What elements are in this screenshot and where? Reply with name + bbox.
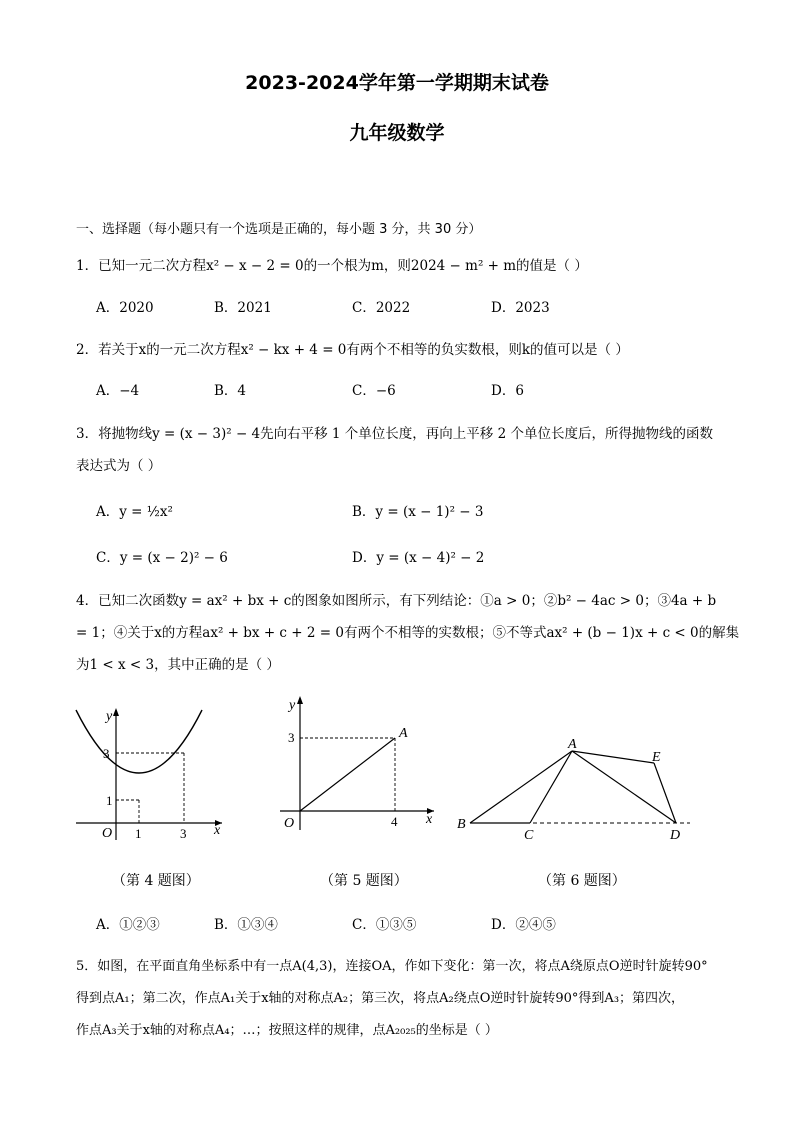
fig6-point-b: B (457, 817, 466, 832)
q2-option-d: D．6 (491, 383, 524, 399)
question-3-stem-line-1: 3．将抛物线y = (x − 3)² − 4先向右平移 1 个单位长度，再向上平移 2 个单位长度后，所得抛物线的函数 (76, 426, 713, 442)
q2-option-c: C．−6 (352, 383, 396, 399)
fig4-origin: O (102, 826, 113, 841)
q1-option-d: D．2023 (491, 300, 550, 316)
q2-option-a: A．−4 (96, 383, 140, 399)
question-5-line-3: 作点A₃关于x轴的对称点A₄；…；按照这样的规律，点A₂₀₂₅的坐标是（ ） (76, 1023, 498, 1038)
question-4-stem-line-1: 4．已知二次函数y = ax² + bx + c的图象如图所示，有下列结论：①a > 0；②b² − 4ac > 0；③4a + b (76, 593, 717, 609)
figure-5-coordinate-plane (278, 690, 448, 840)
fig5-x-label: x (426, 812, 433, 827)
q3-option-d: D．y = (x − 4)² − 2 (352, 550, 485, 566)
fig6-point-d: D (670, 828, 681, 843)
exam-subtitle: 九年级数学 (349, 122, 445, 144)
fig5-tick-y3: 3 (288, 730, 295, 745)
fig5-segment-oa (300, 738, 395, 811)
q3-option-c: C．y = (x − 2)² − 6 (96, 550, 228, 566)
fig6-point-c: C (524, 828, 534, 843)
fig5-tick-x4: 4 (391, 814, 398, 829)
exam-title: 2023-2024学年第一学期期末试卷 (245, 72, 549, 94)
fig4-x-label: x (214, 823, 221, 838)
fig5-y-label: y (289, 698, 296, 713)
q4-option-a: A．①②③ (96, 917, 160, 933)
q3-option-a: A．y = ½x² (96, 504, 173, 520)
question-5-line-1: 5．如图，在平面直角坐标系中有一点A(4,3)，连接OA，作如下变化：第一次，将点A绕原点O逆时针旋转90° (76, 959, 708, 974)
fig4-parabola-curve (76, 710, 202, 773)
figure-4-parabola (70, 700, 230, 850)
q3-option-b: B．y = (x − 1)² − 3 (352, 504, 484, 520)
figure-6-quadrilateral (452, 730, 702, 845)
question-4-stem-line-2: = 1；④关于x的方程ax² + bx + c + 2 = 0有两个不相等的实数根；⑤不等式ax² + (b − 1)x + c < 0的解集 (76, 625, 740, 641)
fig4-tick-x1: 1 (135, 826, 142, 841)
question-2-stem: 2．若关于x的一元二次方程x² − kx + 4 = 0有两个不相等的负实数根，则k的值可以是（ ） (76, 342, 629, 358)
figure-4-caption: （第 4 题图） (112, 873, 200, 889)
q1-option-b: B．2021 (214, 300, 272, 316)
q1-option-a: A．2020 (96, 300, 154, 316)
fig6-point-a: A (568, 737, 577, 752)
question-4-stem-line-3: 为1 < x < 3，其中正确的是（ ） (76, 657, 280, 673)
figure-5-caption: （第 5 题图） (320, 873, 408, 889)
fig4-tick-x3: 3 (180, 826, 187, 841)
q1-option-c: C．2022 (352, 300, 411, 316)
section-heading: 一、选择题（每小题只有一个选项是正确的，每小题 3 分，共 30 分） (76, 222, 482, 237)
fig5-origin: O (284, 816, 295, 831)
fig4-tick-y1: 1 (106, 793, 113, 808)
fig6-point-e: E (652, 750, 661, 765)
q4-option-b: B．①③④ (214, 917, 278, 933)
fig4-y-label: y (106, 709, 113, 724)
q2-option-b: B．4 (214, 383, 247, 399)
q4-option-c: C．①③⑤ (352, 917, 417, 933)
question-5-line-2: 得到点A₁；第二次，作点A₁关于x轴的对称点A₂；第三次，将点A₂绕点O逆时针旋转90°得到A₃；第四次， (76, 991, 685, 1006)
fig5-point-a: A (399, 726, 408, 741)
question-3-stem-line-2: 表达式为（ ） (76, 458, 162, 474)
fig4-tick-y3: 3 (103, 746, 110, 761)
figure-6-caption: （第 6 题图） (538, 873, 626, 889)
question-1-stem: 1．已知一元二次方程x² − x − 2 = 0的一个根为m，则2024 − m² + m的值是（ ） (76, 258, 588, 274)
q4-option-d: D．②④⑤ (491, 917, 556, 933)
